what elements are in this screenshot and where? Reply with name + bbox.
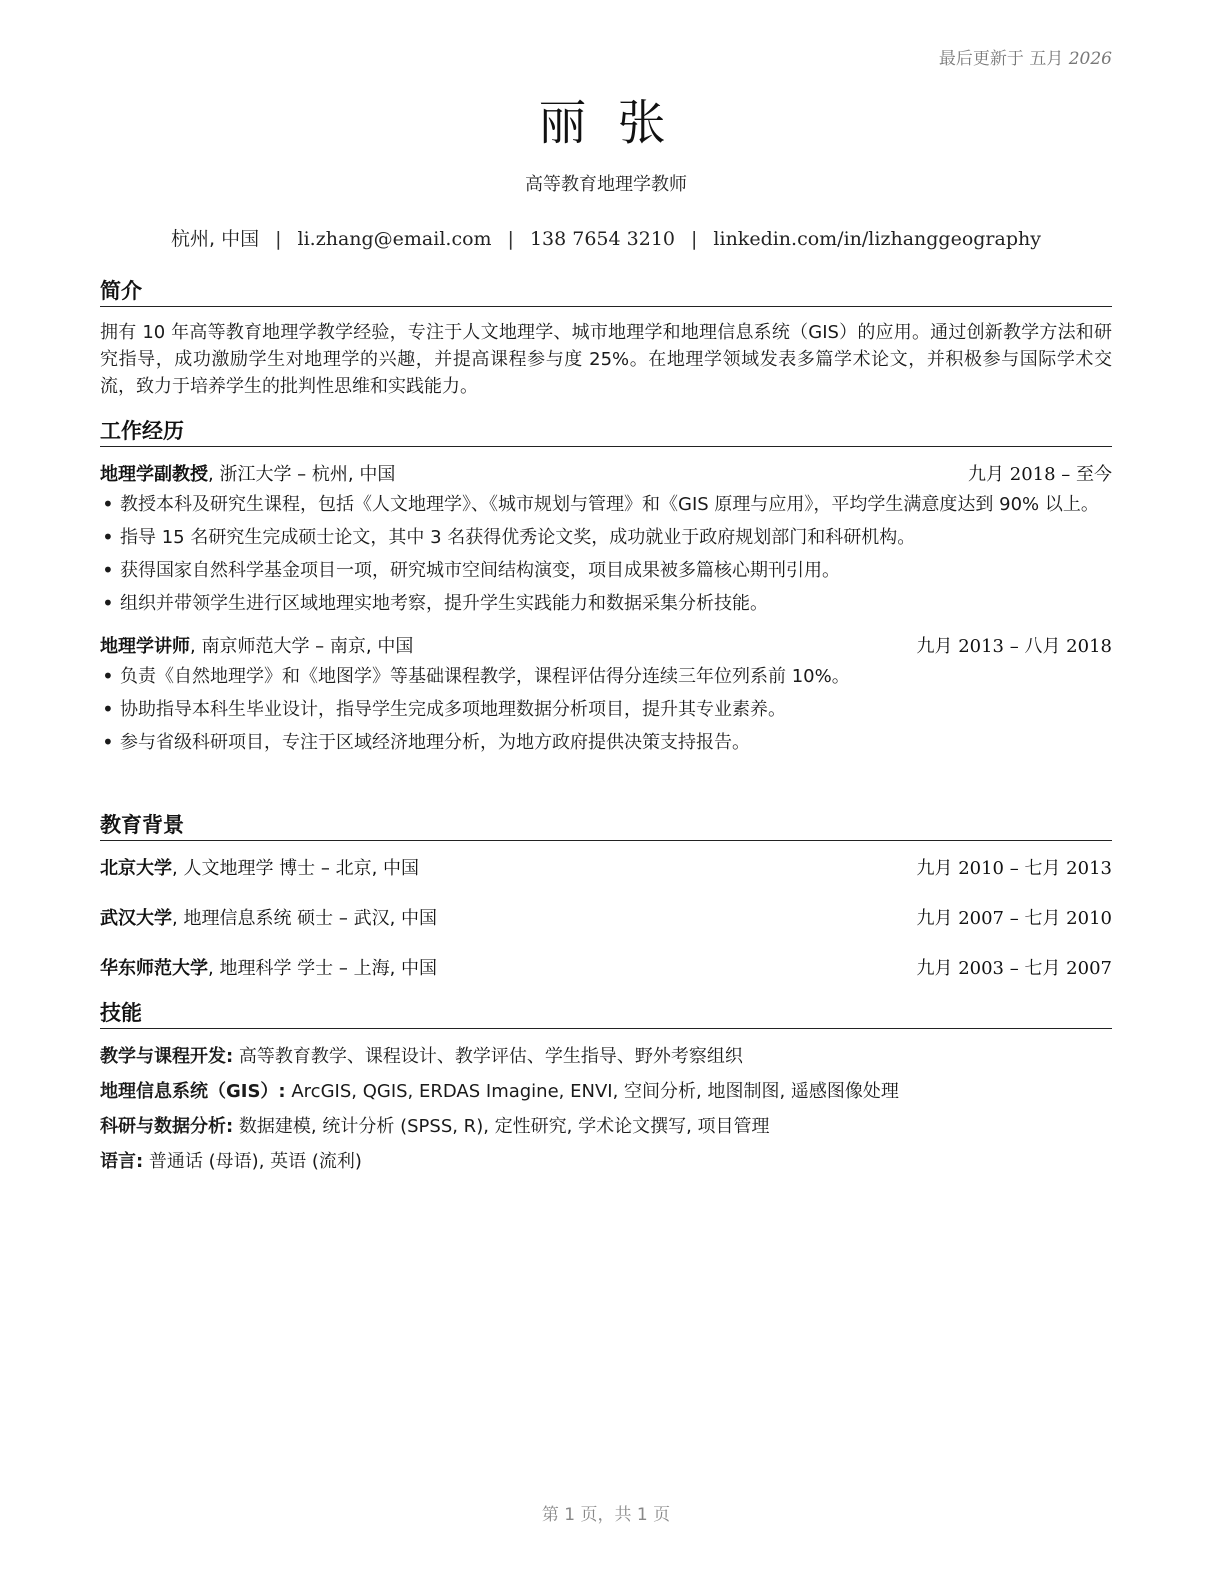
job-bullet: • 协助指导本科生毕业设计，指导学生完成多项地理数据分析项目，提升其专业素养。 bbox=[100, 696, 1112, 723]
education-school: 华东师范大学 bbox=[100, 958, 208, 979]
last-updated-year: 2026 bbox=[1068, 49, 1112, 69]
job-bullet: • 教授本科及研究生课程，包括《人文地理学》、《城市规划与管理》和《GIS 原理与应用》，平均学生满意度达到 90% 以上。 bbox=[100, 491, 1112, 518]
skills-section bbox=[100, 1000, 1112, 1179]
job-entry bbox=[100, 461, 1112, 617]
contact-separator: | bbox=[691, 228, 698, 250]
skill-value: 高等教育教学、课程设计、教学评估、学生指导、野外考察组织 bbox=[233, 1046, 743, 1067]
job-dates: 九月 2018 – 至今 bbox=[968, 464, 1112, 485]
skill-line bbox=[100, 1144, 1112, 1179]
contact-separator: | bbox=[507, 228, 514, 250]
education-dates: 九月 2010 – 七月 2013 bbox=[916, 858, 1112, 879]
skill-label: 教学与课程开发: bbox=[100, 1046, 234, 1067]
skill-label: 语言: bbox=[100, 1151, 144, 1172]
skill-value: 数据建模, 统计分析 (SPSS, R), 定性研究, 学术论文撰写, 项目管理 bbox=[233, 1116, 770, 1137]
job-dates: 九月 2013 – 八月 2018 bbox=[916, 636, 1112, 657]
candidate-name: 丽 张 bbox=[538, 95, 674, 151]
job-bullet: • 参与省级科研项目，专注于区域经济地理分析，为地方政府提供决策支持报告。 bbox=[100, 729, 1112, 756]
skill-label: 科研与数据分析: bbox=[100, 1116, 234, 1137]
education-item bbox=[100, 855, 1112, 905]
skill-value: ArcGIS, QGIS, ERDAS Imagine, ENVI, 空间分析, 地图制图, 遥感图像处理 bbox=[285, 1081, 899, 1102]
section-heading-skills: 技能 bbox=[100, 1000, 1112, 1029]
job-org: , 浙江大学 – 杭州, 中国 bbox=[208, 464, 396, 485]
job-role: 地理学副教授 bbox=[100, 464, 208, 485]
experience-section bbox=[100, 418, 1112, 762]
section-heading-summary: 简介 bbox=[100, 278, 1112, 307]
skill-value: 普通话 (母语), 英语 (流利) bbox=[143, 1151, 362, 1172]
contact-separator: | bbox=[275, 228, 282, 250]
education-dates: 九月 2007 – 七月 2010 bbox=[916, 908, 1112, 929]
job-bullet: • 组织并带领学生进行区域地理实地考察，提升学生实践能力和数据采集分析技能。 bbox=[100, 590, 1112, 617]
skill-line bbox=[100, 1074, 1112, 1109]
skills-list bbox=[100, 1039, 1112, 1179]
education-school: 北京大学 bbox=[100, 858, 172, 879]
job-bullets bbox=[100, 491, 1112, 617]
skill-line bbox=[100, 1109, 1112, 1144]
job-header bbox=[100, 461, 1112, 489]
contact-phone: 138 7654 3210 bbox=[529, 228, 676, 250]
job-bullet: • 负责《自然地理学》和《地图学》等基础课程教学，课程评估得分连续三年位列系前 10%。 bbox=[100, 663, 1112, 690]
summary-text: 拥有 10 年高等教育地理学教学经验，专注于人文地理学、城市地理学和地理信息系统（GIS）的应用。通过创新教学方法和研究指导，成功激励学生对地理学的兴趣，并提高课程参与度 25%。在地理学领域发表多篇学术论文，并积极参与国际学术交流，致力于培养学生的批判性思维和实践能力。 bbox=[100, 322, 1112, 397]
section-heading-education: 教育背景 bbox=[100, 812, 1112, 841]
education-item bbox=[100, 955, 1112, 1005]
last-updated bbox=[939, 44, 1112, 69]
contact-location: 杭州, 中国 bbox=[171, 228, 260, 250]
education-detail: , 人文地理学 博士 – 北京, 中国 bbox=[172, 858, 420, 879]
resume-page bbox=[100, 0, 1112, 1584]
job-bullet: • 指导 15 名研究生完成硕士论文，其中 3 名获得优秀论文奖，成功就业于政府规划部门和科研机构。 bbox=[100, 524, 1112, 551]
page-number: 第 1 页，共 1 页 bbox=[541, 1505, 671, 1525]
last-updated-prefix: 最后更新于 五月 bbox=[938, 49, 1064, 69]
contact-linkedin[interactable]: linkedin.com/in/lizhanggeography bbox=[713, 228, 1041, 250]
job-org: , 南京师范大学 – 南京, 中国 bbox=[190, 636, 414, 657]
job-entry bbox=[100, 633, 1112, 756]
skill-line bbox=[100, 1039, 1112, 1074]
job-bullet: • 获得国家自然科学基金项目一项，研究城市空间结构演变，项目成果被多篇核心期刊引用。 bbox=[100, 557, 1112, 584]
job-header bbox=[100, 633, 1112, 661]
job-bullets bbox=[100, 663, 1112, 756]
skill-label: 地理信息系统（GIS）: bbox=[100, 1081, 286, 1102]
contact-email[interactable]: li.zhang@email.com bbox=[297, 228, 492, 250]
candidate-title: 高等教育地理学教师 bbox=[525, 174, 687, 195]
education-school: 武汉大学 bbox=[100, 908, 172, 929]
education-detail: , 地理信息系统 硕士 – 武汉, 中国 bbox=[172, 908, 438, 929]
job-role: 地理学讲师 bbox=[100, 636, 190, 657]
education-detail: , 地理科学 学士 – 上海, 中国 bbox=[208, 958, 438, 979]
education-section bbox=[100, 812, 1112, 1005]
education-item bbox=[100, 905, 1112, 955]
education-dates: 九月 2003 – 七月 2007 bbox=[916, 958, 1112, 979]
section-heading-experience: 工作经历 bbox=[100, 418, 1112, 447]
contact-line bbox=[100, 224, 1112, 251]
summary-section bbox=[100, 278, 1112, 400]
education-list bbox=[100, 855, 1112, 1005]
